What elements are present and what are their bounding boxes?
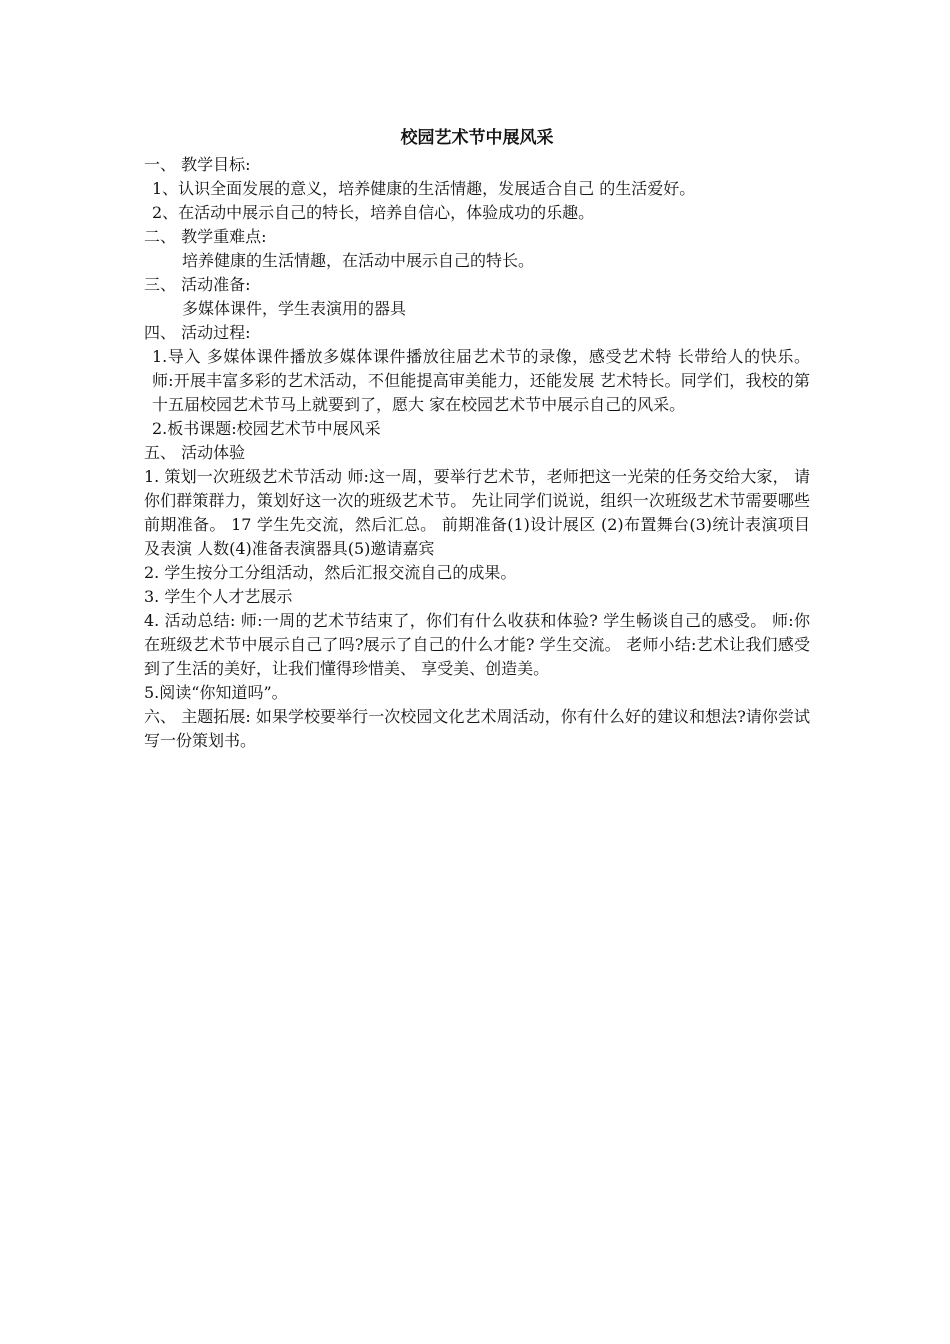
section-heading-extension: 六、 主题拓展: 如果学校要举行一次校园文化艺术周活动，你有什么好的建议和想法?请你尝试写一份策划书。 bbox=[144, 707, 810, 750]
preparation-text: 多媒体课件，学生表演用的器具 bbox=[182, 299, 407, 318]
process-step-1: 1.导入 多媒体课件播放多媒体课件播放往届艺术节的录像，感受艺术特 长带给人的快乐。 师:开展丰富多彩的艺术活动，不但能提高审美能力，还能发展 艺术特长。同学们，我校的第十五届校园艺术节马上就要到了，愿大 家在校园艺术节中展示自己的风采。 bbox=[152, 347, 810, 414]
experience-item-5: 5.阅读“你知道吗”。 bbox=[144, 683, 288, 702]
section-heading-key-points: 二、 教学重难点: bbox=[144, 227, 267, 246]
objective-item-2: 2、在活动中展示自己的特长，培养自信心，体验成功的乐趣。 bbox=[152, 203, 595, 222]
document-body bbox=[144, 125, 810, 753]
key-points-text: 培养健康的生活情趣，在活动中展示自己的特长。 bbox=[182, 251, 535, 270]
experience-item-1: 1. 策划一次班级艺术节活动 师:这一周，要举行艺术节，老师把这一光荣的任务交给大家， 请你们群策群力，策划好这一次的班级艺术节。 先让同学们说说，组织一次班级艺术节需要哪些前期准备。 17 学生先交流，然后汇总。 前期准备(1)设计展区 (2)布置舞台(3)统计表演项目及表演 人数(4)准备表演器具(5)邀请嘉宾 bbox=[144, 467, 810, 558]
experience-item-3: 3. 学生个人才艺展示 bbox=[144, 587, 293, 606]
document-title: 校园艺术节中展风采 bbox=[400, 128, 554, 148]
experience-item-2: 2. 学生按分工分组活动，然后汇报交流自己的成果。 bbox=[144, 563, 517, 582]
process-step-2: 2.板书课题:校园艺术节中展风采 bbox=[152, 419, 381, 438]
section-heading-process: 四、 活动过程: bbox=[144, 323, 251, 342]
section-heading-objectives: 一、 教学目标: bbox=[144, 155, 251, 174]
section-heading-preparation: 三、 活动准备: bbox=[144, 275, 251, 294]
objective-item-1: 1、认识全面发展的意义，培养健康的生活情趣，发展适合自己 的生活爱好。 bbox=[152, 179, 696, 198]
section-heading-experience: 五、 活动体验 bbox=[144, 443, 246, 462]
experience-item-4: 4. 活动总结: 师:一周的艺术节结束了，你们有什么收获和体验? 学生畅谈自己的感受。 师:你在班级艺术节中展示自己了吗?展示了自己的什么才能? 学生交流。 老师小结:艺术让我们感受到了生活的美好，让我们懂得珍惜美、 享受美、创造美。 bbox=[144, 611, 810, 678]
